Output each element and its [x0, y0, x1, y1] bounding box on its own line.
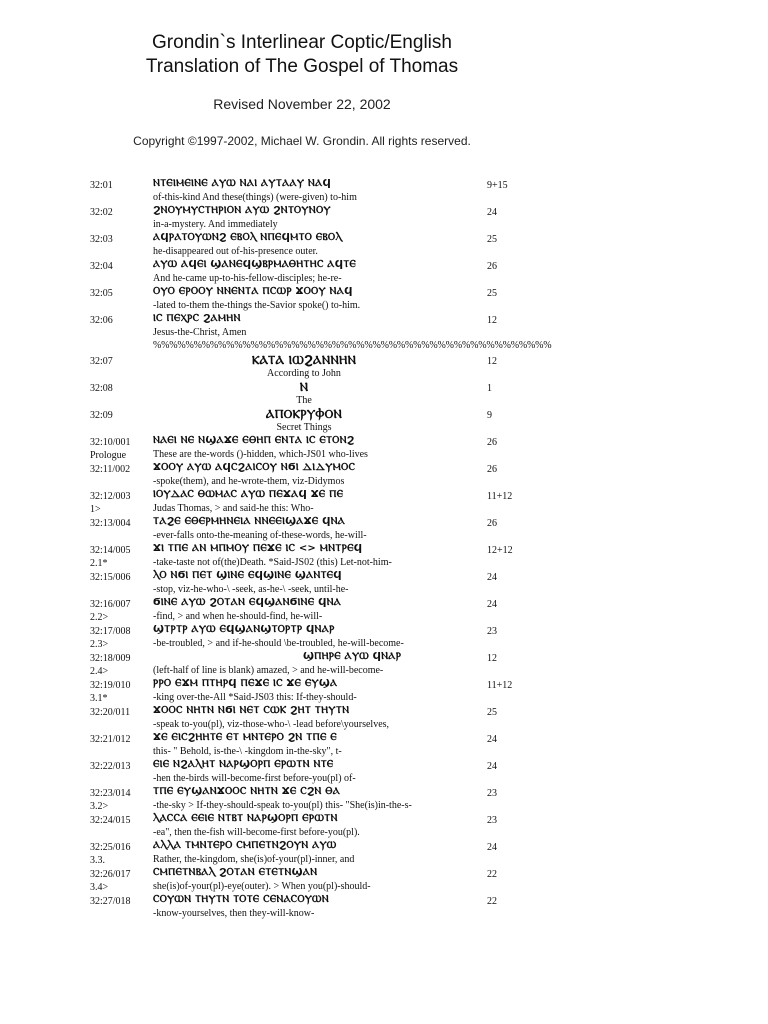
- entry-row: [0, 353, 768, 380]
- coptic-line: ⲒⲤ ⲠⲈⲬⲢⲤ ϨⲀⲘⲎⲚ: [153, 313, 241, 324]
- english-line: Rather, the-kingdom, she(is)of-your(pl)-inner, and: [153, 854, 355, 865]
- coptic-line: ⲒⲞⲨⲆⲀⲤ ⲐⲰⲘⲀⲤ ⲀⲨⲰ ⲠⲈϪⲀϤ ϪⲈ ⲠⲈ: [153, 489, 344, 500]
- coptic-line: Ⲛ: [299, 380, 309, 394]
- coptic-line: ϪⲞⲞⲨ ⲀⲨⲰ ⲀϤⲤϨⲀⲒⲤⲞⲨ ⲚϬⲒ ⲆⲒⲆⲨⲘⲞⲤ: [153, 462, 356, 473]
- english-line: -lated to-them the-things the-Savior spoke() to-him.: [153, 300, 361, 311]
- coptic-line: ⲦⲀϨⲈ ⲈⲐⲈⲢⲘⲎⲚⲈⲒⲀ ⲚⲚⲈⲈⲒϢⲀϪⲈ ϤⲚⲀ: [153, 516, 346, 527]
- english-line: Jesus-the-Christ, Amen: [153, 327, 247, 338]
- entry-row: [0, 380, 768, 407]
- entry-row: [0, 515, 768, 542]
- letter-count: 12: [487, 315, 497, 326]
- english-line: -spoke(them), and he-wrote-them, viz-Didymos: [153, 476, 345, 487]
- english-line: he-disappeared out of-his-presence outer.: [153, 246, 318, 257]
- letter-count: 23: [487, 626, 497, 637]
- letter-count: 9: [487, 410, 492, 421]
- document-title-line-1: Grondin`s Interlinear Coptic/English: [152, 32, 452, 53]
- entry-reference: 32:24/015: [90, 815, 131, 826]
- letter-count: 26: [487, 261, 497, 272]
- entry-row: [0, 893, 768, 920]
- entry-reference: 32:23/014 3.2>: [90, 788, 131, 812]
- entry-row: [0, 677, 768, 704]
- english-line: -find, > and when he-should-find, he-will-: [153, 611, 323, 622]
- coptic-line: ⲖⲞ ⲚϬⲒ ⲠⲈⲦ ϢⲒⲚⲈ ⲈϤϢⲒⲚⲈ ϢⲀⲚⲦⲈϤ: [153, 570, 342, 581]
- letter-count: 9+15: [487, 180, 508, 191]
- entry-reference: 32:10/001 Prologue: [90, 437, 131, 461]
- entry-row: [0, 839, 768, 866]
- document-title-line-2: Translation of The Gospel of Thomas: [145, 56, 459, 77]
- english-line: -know-yourselves, then they-will-know-: [153, 908, 315, 919]
- english-line: in-a-mystery. And immediately: [153, 219, 278, 230]
- entry-row: [0, 258, 768, 285]
- english-line: -stop, viz-he-who-\ -seek, as-he-\ -seek, until-he-: [153, 584, 349, 595]
- english-line: -ever-falls onto-the-meaning of-these-words, he-will-: [153, 530, 367, 541]
- entry-reference: 32:06: [90, 315, 113, 326]
- english-line: -speak to-you(pl), viz-those-who-\ -lead before\yourselves,: [153, 719, 390, 730]
- coptic-line: ⲤⲞⲨⲰⲚ ⲦⲎⲨⲦⲚ ⲦⲞⲦⲈ ⲤⲈⲚⲀⲤⲞⲨⲰⲚ: [153, 894, 329, 905]
- entry-reference: 32:16/007 2.2>: [90, 599, 131, 623]
- letter-count: 1: [487, 383, 492, 394]
- coptic-line: ⲀϤⲢⲀⲦⲞⲨⲰⲚϨ ⲈⲂⲞⲖ ⲚⲠⲈϤⲘⲦⲞ ⲈⲂⲞⲖ: [153, 232, 343, 243]
- english-line: -the-sky > If-they-should-speak to-you(pl) this- "She(is)in-the-s-: [153, 800, 412, 811]
- entry-row: [0, 312, 768, 353]
- letter-count: 23: [487, 788, 497, 799]
- letter-count: 26: [487, 464, 497, 475]
- entry-row: [0, 596, 768, 623]
- letter-count: 24: [487, 734, 497, 745]
- entry-row: [0, 285, 768, 312]
- entry-reference: 32:01: [90, 180, 113, 191]
- letter-count: 23: [487, 815, 497, 826]
- coptic-line: ϬⲒⲚⲈ ⲀⲨⲰ ϨⲞⲦⲀⲚ ⲈϤϢⲀⲚϬⲒⲚⲈ ϤⲚⲀ: [153, 597, 342, 608]
- english-line: -take-taste not of(the)Death. *Said-JS02 (this) Let-not-him-: [153, 557, 392, 568]
- english-line: The: [296, 395, 312, 406]
- coptic-line: ⲢⲢⲞ ⲈϪⲘ ⲠⲦⲎⲢϤ ⲠⲈϪⲈ ⲒⲤ ϪⲈ ⲈⲨϢⲀ: [153, 678, 338, 689]
- letter-count: 24: [487, 842, 497, 853]
- entry-reference: 32:19/010 3.1*: [90, 680, 131, 704]
- entry-row: [0, 461, 768, 488]
- coptic-line: ⲚⲀⲈⲒ ⲚⲈ ⲚϢⲀϪⲈ ⲈⲐⲎⲠ ⲈⲚⲦⲀ ⲒⲤ ⲈⲦⲞⲚϨ: [153, 435, 355, 446]
- entry-row: [0, 204, 768, 231]
- entry-reference: 32:07: [90, 356, 113, 367]
- entry-row: [0, 758, 768, 785]
- entry-row: [0, 650, 768, 677]
- letter-count: 11+12: [487, 491, 513, 502]
- english-line: she(is)of-your(pl)-eye(outer). > When you(pl)-should-: [153, 881, 371, 892]
- entry-reference: 32:03: [90, 234, 113, 245]
- coptic-line: ⲔⲀⲦⲀ ⲒⲰϨⲀⲚⲚⲎⲚ: [251, 353, 357, 367]
- english-line: -hen the-birds will-become-first before-you(pl) of-: [153, 773, 356, 784]
- coptic-line: ⲀⲨⲰ ⲀϤⲈⲒ ϢⲀⲚⲈϤϢⲂⲢⲘⲀⲐⲎⲦⲎⲤ ⲀϤⲦⲈ: [153, 259, 356, 270]
- entry-reference: 32:12/003 1>: [90, 491, 131, 515]
- coptic-line: ϪⲞⲞⲤ ⲚⲎⲦⲚ ⲚϬⲒ ⲚⲈⲦ ⲤⲰⲔ ϨⲎⲦ ⲦⲎⲨⲦⲚ: [153, 705, 350, 716]
- coptic-line: ⲀⲠⲞⲔⲢⲨⲪⲞⲚ: [265, 407, 343, 421]
- coptic-line: ⲀⲖⲖⲀ ⲦⲘⲚⲦⲈⲢⲞ ⲤⲘⲠⲈⲦⲚϨⲞⲨⲚ ⲀⲨⲰ: [153, 840, 337, 851]
- entry-reference: 32:15/006: [90, 572, 131, 583]
- coptic-line: ⲈⲒⲈ ⲚϨⲀⲖⲎⲦ ⲚⲀⲢϢⲞⲢⲠ ⲈⲢⲰⲦⲚ ⲚⲦⲈ: [153, 759, 334, 770]
- coptic-line: ϢⲦⲢⲦⲢ ⲀⲨⲰ ⲈϤϢⲀⲚϢⲦⲞⲢⲦⲢ ϤⲚⲀⲢ: [153, 624, 335, 635]
- entry-row: [0, 866, 768, 893]
- entry-reference: 32:02: [90, 207, 113, 218]
- coptic-line: ϨⲚⲞⲨⲘⲨⲤⲦⲎⲢⲒⲞⲚ ⲀⲨⲰ ϨⲚⲦⲞⲨⲚⲞⲨ: [153, 205, 331, 216]
- entry-reference: 32:13/004: [90, 518, 131, 529]
- english-line: According to John: [267, 368, 341, 379]
- entry-reference: 32:18/009 2.4>: [90, 653, 131, 677]
- coptic-line: ⲞⲨⲞ ⲈⲢⲞⲞⲨ ⲚⲚⲈⲚⲦⲀ ⲠⲤⲰⲢ ϪⲞⲞⲨ ⲚⲀϤ: [153, 286, 353, 297]
- coptic-line: ⲤⲘⲠⲈⲦⲚⲂⲀⲖ ϨⲞⲦⲀⲚ ⲈⲦⲈⲦⲚϢⲀⲚ: [153, 867, 318, 878]
- entry-row: [0, 177, 768, 204]
- coptic-line: ⲚⲦⲈⲒⲘⲈⲒⲚⲈ ⲀⲨⲰ ⲚⲀⲒ ⲀⲨⲦⲀⲀⲨ ⲚⲀϤ: [153, 178, 332, 189]
- entry-reference: 32:08: [90, 383, 113, 394]
- letter-count: 12+12: [487, 545, 513, 556]
- english-line: These are the-words ()-hidden, which-JS01 who-lives: [153, 449, 368, 460]
- letter-count: 24: [487, 599, 497, 610]
- letter-count: 25: [487, 234, 497, 245]
- entry-reference: 32:27/018: [90, 896, 131, 907]
- entry-reference: 32:14/005 2.1*: [90, 545, 131, 569]
- copyright-notice: Copyright ©1997-2002, Michael W. Grondin. All rights reserved.: [133, 134, 471, 148]
- entry-reference: 32:05: [90, 288, 113, 299]
- coptic-line: ⲖⲀⲤⲤⲀ ⲈⲈⲒⲈ ⲚⲦⲂⲦ ⲚⲀⲢϢⲞⲢⲠ ⲈⲢⲰⲦⲚ: [153, 813, 338, 824]
- entry-reference: 32:17/008 2.3>: [90, 626, 131, 650]
- entry-row: [0, 407, 768, 434]
- entry-reference: 32:21/012: [90, 734, 131, 745]
- english-line: this- " Behold, is-the-\ -kingdom in-the-sky", t-: [153, 746, 342, 757]
- english-line: -king over-the-All *Said-JS03 this: If-they-should-: [153, 692, 357, 703]
- entry-reference: 32:09: [90, 410, 113, 421]
- entry-row: [0, 434, 768, 461]
- entry-reference: 32:11/002: [90, 464, 131, 475]
- letter-count: 25: [487, 707, 497, 718]
- letter-count: 24: [487, 761, 497, 772]
- entry-row: [0, 731, 768, 758]
- entry-row: [0, 785, 768, 812]
- english-line: And he-came up-to-his-fellow-disciples; he-re-: [153, 273, 342, 284]
- coptic-line: ϢⲠⲎⲢⲈ ⲀⲨⲰ ϤⲚⲀⲢ: [303, 651, 402, 662]
- letter-count: 25: [487, 288, 497, 299]
- entry-reference: 32:20/011: [90, 707, 131, 718]
- coptic-line: ⲦⲠⲈ ⲈⲨϢⲀⲚϪⲞⲞⲤ ⲚⲎⲦⲚ ϪⲈ ⲤϨⲚ ⲐⲀ: [153, 786, 341, 797]
- interlinear-entries: [0, 177, 768, 920]
- letter-count: 12: [487, 356, 497, 367]
- letter-count: 26: [487, 518, 497, 529]
- letter-count: 22: [487, 869, 497, 880]
- coptic-line: ϪⲈ ⲈⲒⲤϨⲎⲎⲦⲈ ⲈⲦ ⲘⲚⲦⲈⲢⲞ ϨⲚ ⲦⲠⲈ Ⲉ: [153, 732, 337, 743]
- letter-count: 26: [487, 437, 497, 448]
- entry-reference: 32:22/013: [90, 761, 131, 772]
- entry-row: [0, 542, 768, 569]
- revision-date: Revised November 22, 2002: [213, 96, 391, 112]
- english-line: (left-half of line is blank) amazed, > and he-will-become-: [153, 665, 384, 676]
- entry-row: [0, 812, 768, 839]
- entry-row: [0, 569, 768, 596]
- english-line: of-this-kind And these(things) (were-given) to-him: [153, 192, 357, 203]
- letter-count: 22: [487, 896, 497, 907]
- entry-reference: 32:26/017 3.4>: [90, 869, 131, 893]
- letter-count: 12: [487, 653, 497, 664]
- coptic-line: ϪⲒ ⲦⲠⲈ ⲀⲚ ⲘⲠⲘⲞⲨ ⲠⲈϪⲈ ⲒⲤ <> ⲘⲚⲦⲢⲈϤ: [153, 543, 363, 554]
- letter-count: 11+12: [487, 680, 513, 691]
- entry-row: [0, 488, 768, 515]
- entry-reference: 32:04: [90, 261, 113, 272]
- entry-row: [0, 623, 768, 650]
- section-divider: %%%%%%%%%%%%%%%%%%%%%%%%%%%%%%%%%%%%%%%%%%%%%%%%%: [153, 340, 552, 351]
- entry-row: [0, 231, 768, 258]
- letter-count: 24: [487, 572, 497, 583]
- english-line: Secret Things: [276, 422, 332, 433]
- english-line: -ea", then the-fish will-become-first before-you(pl).: [153, 827, 360, 838]
- entry-reference: 32:25/016 3.3.: [90, 842, 131, 866]
- letter-count: 24: [487, 207, 497, 218]
- entry-row: [0, 704, 768, 731]
- english-line: Judas Thomas, > and said-he this: Who-: [153, 503, 314, 514]
- english-line: -be-troubled, > and if-he-should \be-troubled, he-will-become-: [153, 638, 404, 649]
